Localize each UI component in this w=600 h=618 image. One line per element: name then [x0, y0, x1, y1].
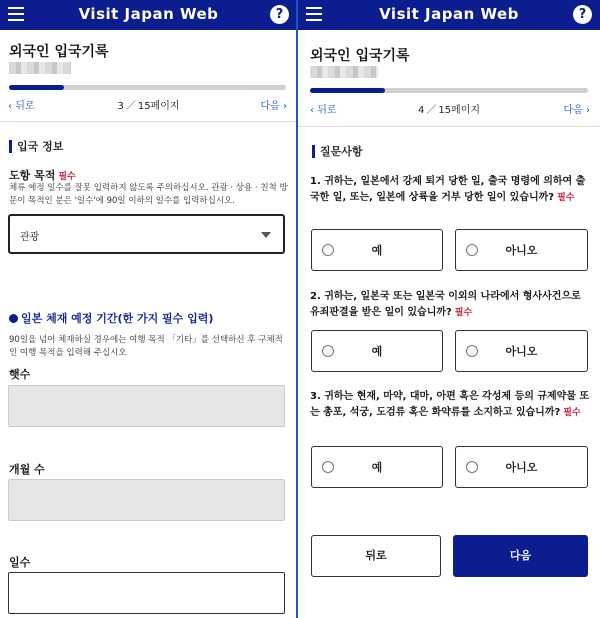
stay-heading-text: 일본 체재 예정 기간(한 가지 필수 입력)	[21, 312, 214, 325]
app-header	[0, 0, 297, 30]
page-title: 외국인 입국기록	[9, 44, 109, 60]
question-2-text: 2. 귀하는, 일본국 또는 일본국 이외의 나라에서 형사사건으로 유죄판결을 받은 일이 있습니까?	[310, 291, 581, 318]
chevron-down-icon	[261, 232, 271, 238]
no-label: 아니오	[505, 461, 538, 474]
app-header	[298, 0, 600, 30]
progress-bar	[9, 85, 286, 90]
next-button[interactable]: 다음	[453, 535, 588, 577]
question-1	[310, 174, 592, 206]
page-current: 3	[117, 101, 124, 112]
purpose-label	[9, 167, 76, 183]
yes-label: 예	[371, 244, 383, 257]
progress-fill	[9, 85, 64, 90]
purpose-label-text: 도항 목적	[9, 169, 56, 182]
q3-yes-radio[interactable]	[311, 446, 443, 488]
prev-link[interactable]: ‹ 뒤로	[8, 101, 35, 112]
next-link[interactable]: 다음 ›	[260, 101, 287, 112]
right-screen	[298, 0, 600, 618]
progress-bar	[310, 88, 588, 93]
page-slash: ／	[426, 105, 437, 116]
q1-yes-radio[interactable]	[311, 229, 443, 271]
yes-label: 예	[371, 345, 383, 358]
q1-no-radio[interactable]	[455, 229, 588, 271]
q2-no-radio[interactable]	[455, 330, 588, 372]
page-nav	[0, 97, 297, 113]
purpose-select[interactable]	[8, 214, 285, 254]
page-title: 외국인 입국기록	[310, 48, 410, 64]
blurred-name	[9, 62, 71, 74]
left-screen	[0, 0, 297, 618]
back-button[interactable]: 뒤로	[311, 535, 441, 577]
question-3-text: 3. 귀하는 현재, 마약, 대마, 아편 혹은 각성제 등의 규제약물 또는 총포, 석궁, 도검류 혹은 화약류를 소지하고 있습니까?	[310, 391, 590, 418]
help-icon[interactable]: ?	[573, 5, 592, 24]
next-link[interactable]: 다음 ›	[563, 105, 590, 116]
q3-no-radio[interactable]	[455, 446, 588, 488]
years-label: 햇수	[9, 368, 31, 381]
question-2	[310, 289, 592, 321]
question-3	[310, 389, 592, 421]
page-indicator	[0, 97, 297, 112]
prev-label: 뒤로	[15, 101, 35, 112]
page-total: 15페이지	[137, 101, 180, 112]
divider	[0, 121, 297, 122]
purpose-selected-value: 관광	[20, 232, 40, 243]
prev-label: 뒤로	[317, 105, 337, 116]
yes-label: 예	[371, 461, 383, 474]
page-indicator	[298, 101, 600, 116]
required-badge: 필수	[557, 193, 575, 203]
app-title: Visit Japan Web	[78, 5, 219, 23]
required-badge: 필수	[563, 408, 581, 418]
days-input[interactable]	[8, 572, 285, 614]
question-1-text: 1. 귀하는, 일본에서 강제 퇴거 당한 일, 출국 명령에 의하여 출국한 일, 또는, 일본에 상륙을 거부 당한 일이 있습니까?	[310, 176, 586, 203]
no-label: 아니오	[505, 345, 538, 358]
page-current: 4	[417, 105, 425, 116]
required-badge: 필수	[58, 172, 76, 182]
q2-yes-radio[interactable]	[311, 330, 443, 372]
required-badge: 필수	[454, 308, 473, 318]
purpose-note: 체류 예정 일수를 잘못 입력하지 않도록 주의하십시오. 관광 · 상용 · 친척 방문이 목적인 분은 '일수'에 90일 이하의 일수를 입력하십시오.	[9, 183, 288, 206]
next-label: 다음	[563, 105, 583, 116]
section-title: 입국 정보	[9, 140, 63, 153]
page-nav	[298, 101, 600, 117]
help-icon[interactable]: ?	[270, 5, 289, 24]
app-title: Visit Japan Web	[379, 5, 519, 23]
months-input[interactable]	[8, 479, 285, 521]
bullet-icon	[9, 314, 18, 323]
page-total: 15페이지	[438, 105, 481, 116]
no-label: 아니오	[505, 244, 538, 257]
stay-note: 90일을 넘어 체재하실 경우에는 여행 목적 「기타」를 선택하신 후 구체적인 여행 목적을 입력해 주십시오	[9, 335, 283, 358]
years-input[interactable]	[8, 385, 285, 427]
stay-heading	[9, 310, 213, 326]
progress-fill	[310, 88, 385, 93]
next-label: 다음	[260, 101, 280, 112]
blurred-name	[310, 66, 378, 78]
months-label: 개월 수	[9, 463, 45, 476]
divider	[298, 126, 600, 127]
days-label: 일수	[9, 556, 31, 569]
page-slash: ／	[125, 101, 136, 112]
prev-link[interactable]: ‹ 뒤로	[310, 105, 337, 116]
section-title: 질문사항	[312, 145, 363, 158]
